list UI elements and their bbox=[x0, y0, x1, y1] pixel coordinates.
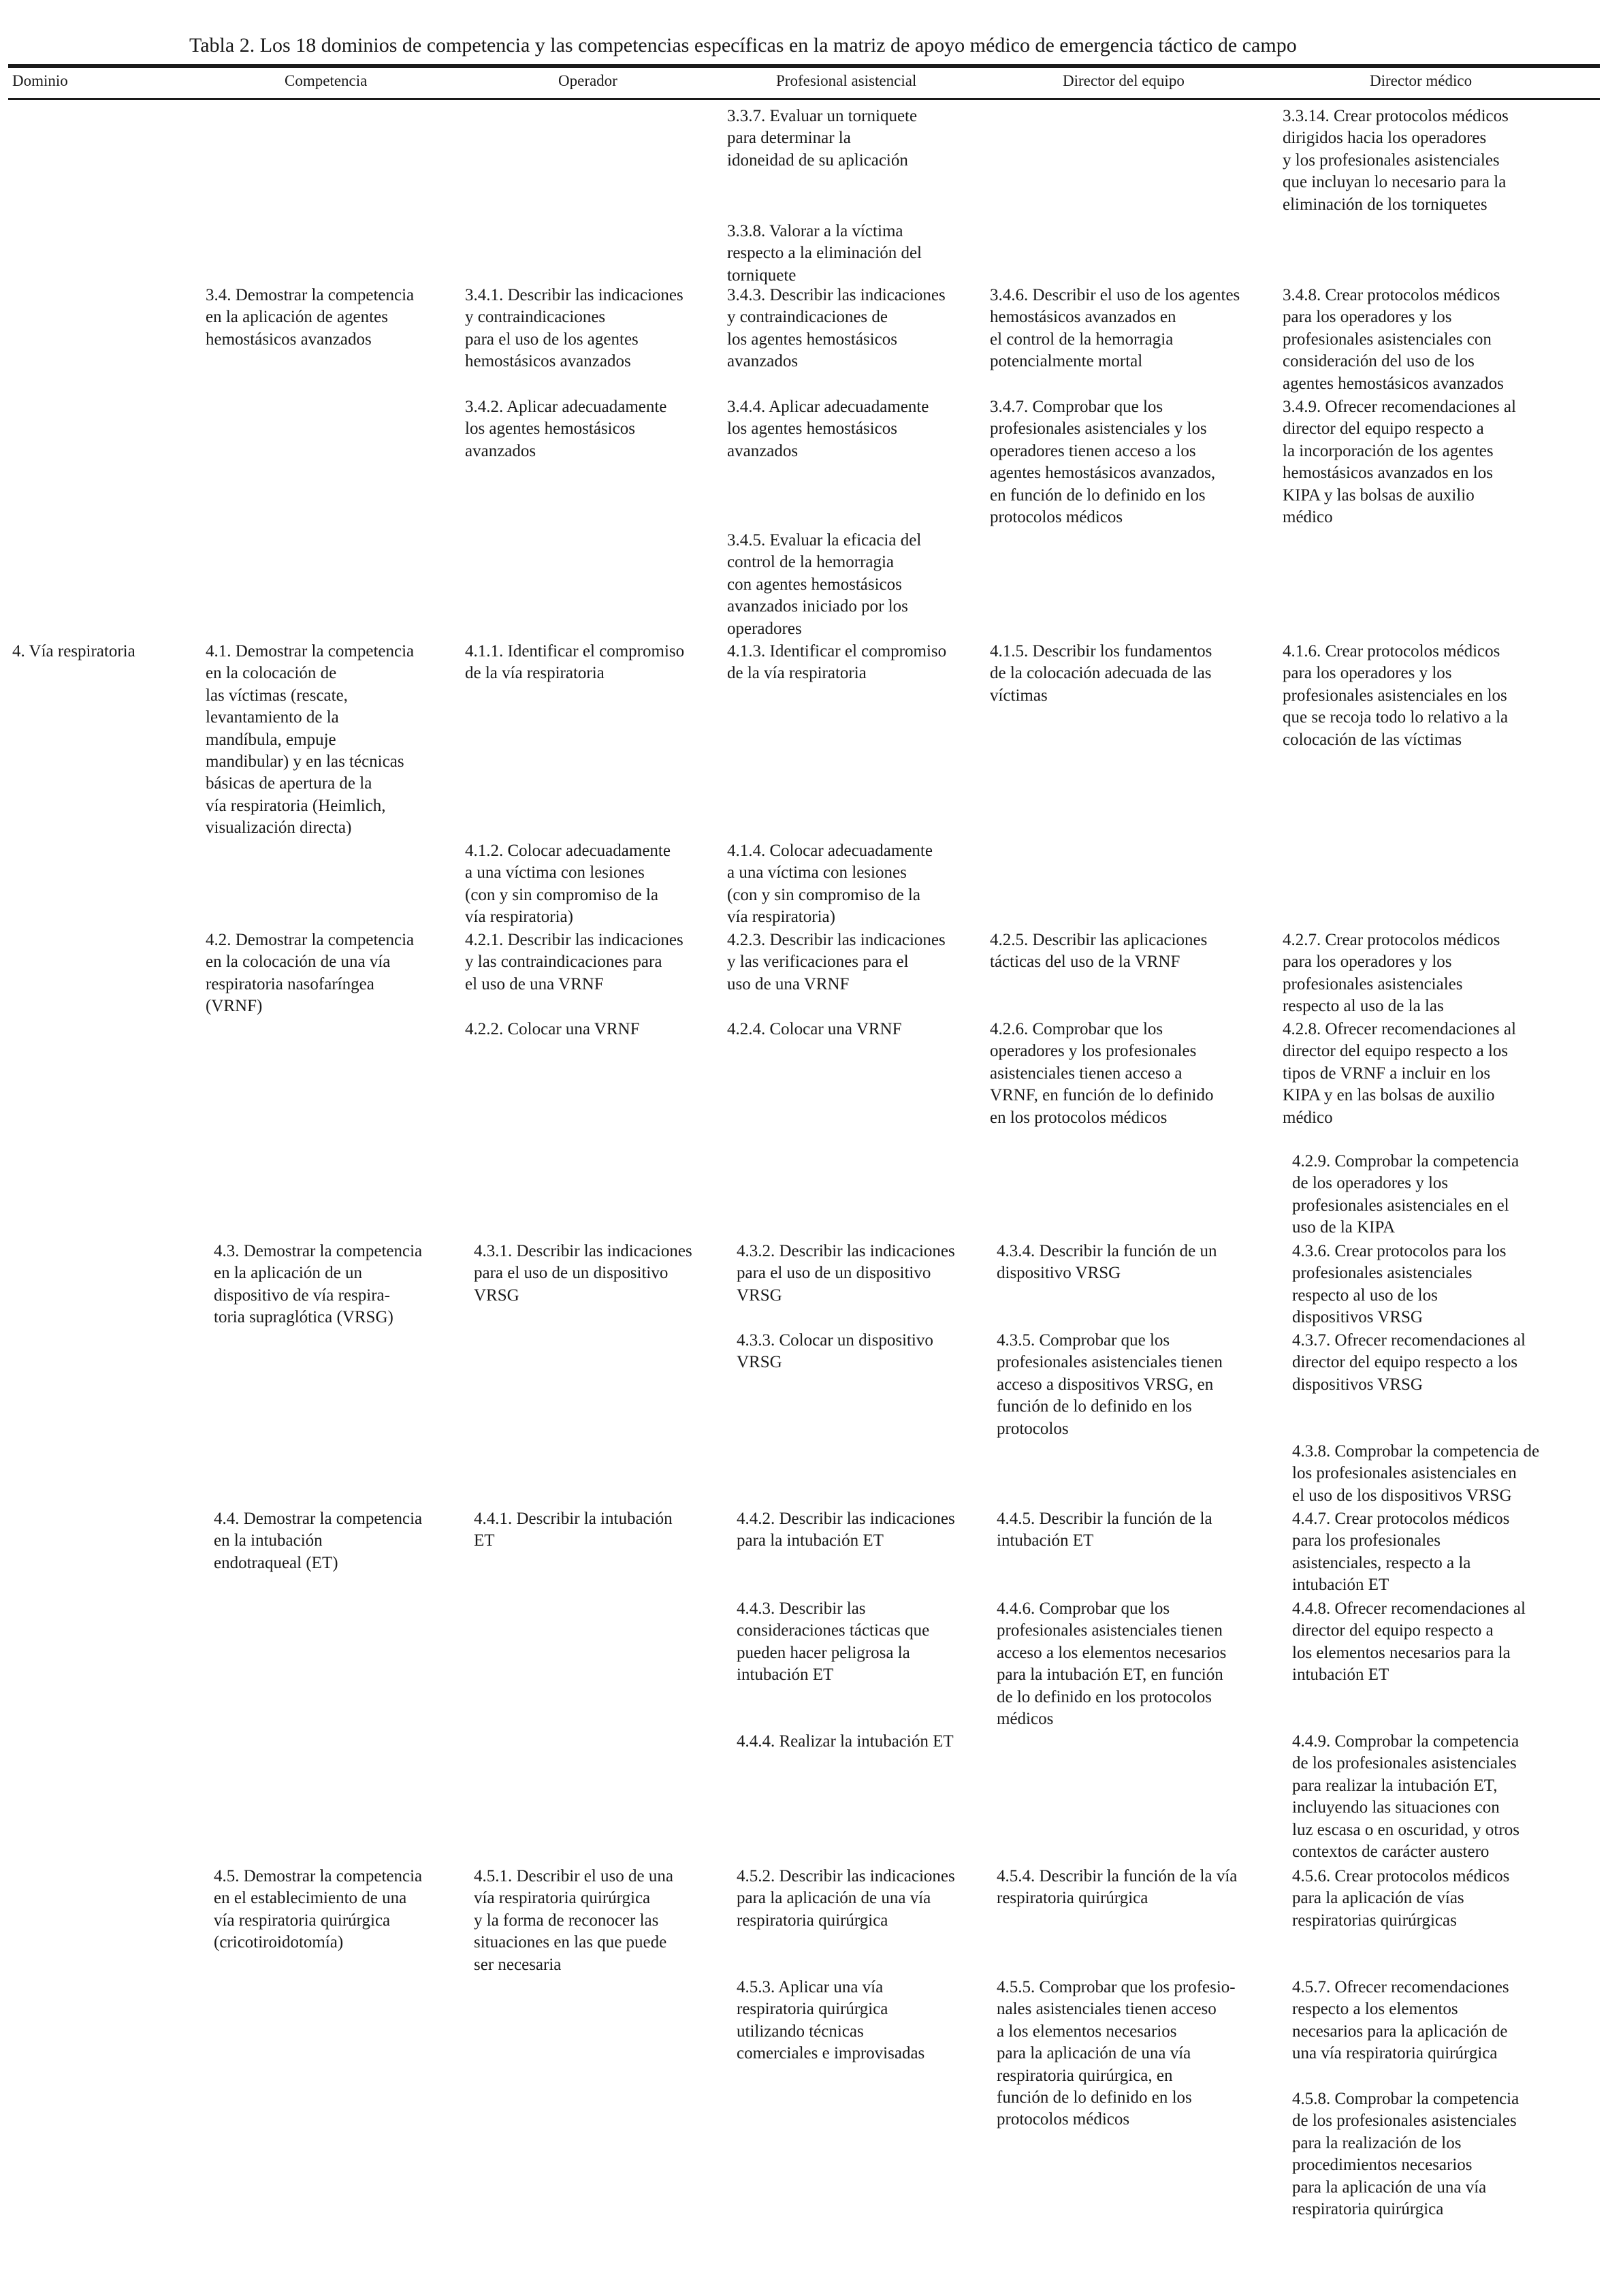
cell-line: para el uso de los agentes bbox=[465, 330, 639, 349]
cell-line: 3.3.7. Evaluar un torniquete bbox=[727, 107, 918, 125]
cell-line: consideración del uso de los bbox=[1283, 352, 1475, 371]
cell-line: una vía respiratoria quirúrgica bbox=[1292, 2044, 1498, 2063]
table-cell-profesional-asistencial-4-2-3 bbox=[727, 929, 1005, 995]
cell-line: dispositivo de vía respira- bbox=[214, 1286, 390, 1305]
cell-line: uso de una VRNF bbox=[727, 974, 850, 993]
cell-line: 4.4.2. Describir las indicaciones bbox=[737, 1510, 955, 1528]
cell-line: avanzados iniciado por los bbox=[727, 597, 908, 616]
table-cell-profesional-asistencial-4-3-2 bbox=[737, 1241, 1014, 1307]
header-director-equipo: Director del equipo bbox=[1063, 72, 1185, 89]
cell-line: 4.2.6. Comprobar que los bbox=[990, 1020, 1163, 1038]
cell-line: ET bbox=[474, 1531, 495, 1550]
cell-line: procedimientos necesarios bbox=[1292, 2156, 1473, 2175]
cell-line: y las verificaciones para el bbox=[727, 953, 909, 972]
table-cell-competencia-4-3 bbox=[214, 1241, 492, 1329]
cell-line: director del equipo respecto a bbox=[1283, 419, 1484, 439]
cell-line: para la aplicación de una vía bbox=[997, 2044, 1191, 2063]
cell-line: control de la hemorragia bbox=[727, 553, 895, 572]
cell-line: dispositivo VRSG bbox=[997, 1264, 1121, 1283]
cell-line: dispositivos VRSG bbox=[1292, 1308, 1423, 1327]
cell-line: profesionales asistenciales en los bbox=[1283, 686, 1507, 705]
cell-line: 4.5.4. Describir la función de la vía bbox=[997, 1867, 1238, 1885]
cell-line: con agentes hemostásicos bbox=[727, 575, 902, 594]
cell-line: de los operadores y los bbox=[1292, 1174, 1449, 1193]
cell-line: avanzados bbox=[727, 352, 799, 371]
cell-line: 4.2.8. Ofrecer recomendaciones al bbox=[1283, 1020, 1516, 1038]
cell-line: 4.2.1. Describir las indicaciones bbox=[465, 931, 684, 949]
table-cell-director-medico-3-4-8 bbox=[1283, 285, 1596, 395]
cell-line: a los elementos necesarios bbox=[997, 2022, 1177, 2041]
cell-line: de la vía respiratoria bbox=[465, 664, 605, 683]
cell-line: 4.5. Demostrar la competencia bbox=[214, 1867, 423, 1885]
cell-line: avanzados bbox=[727, 441, 799, 460]
cell-line: director del equipo respecto a bbox=[1292, 1621, 1494, 1640]
cell-line: la incorporación de los agentes bbox=[1283, 441, 1494, 460]
cell-line: 4.1.3. Identificar el compromiso bbox=[727, 642, 947, 660]
table-cell-director-medico-4-2-7 bbox=[1283, 929, 1596, 1018]
header-top-rule bbox=[8, 64, 1600, 68]
cell-line: director del equipo respecto a los bbox=[1283, 1042, 1509, 1061]
cell-line: en el establecimiento de una bbox=[214, 1889, 407, 1908]
cell-line: profesionales asistenciales con bbox=[1283, 330, 1492, 349]
cell-line: profesionales asistenciales en el bbox=[1292, 1196, 1509, 1215]
cell-line: 4.3.1. Describir las indicaciones bbox=[474, 1242, 692, 1260]
cell-line: 4.2.4. Colocar una VRNF bbox=[727, 1020, 902, 1038]
cell-line: 3.4.6. Describir el uso de los agentes bbox=[990, 286, 1240, 304]
cell-line: vía respiratoria (Heimlich, bbox=[206, 796, 386, 815]
cell-line: 4.4.8. Ofrecer recomendaciones al bbox=[1292, 1599, 1526, 1618]
cell-line: 4.4.3. Describir las bbox=[737, 1599, 866, 1618]
table-cell-director-medico-4-5-6 bbox=[1292, 1866, 1608, 1932]
table-cell-director-medico-4-3-7 bbox=[1292, 1330, 1608, 1396]
cell-line: 4.1.6. Crear protocolos médicos bbox=[1283, 642, 1500, 660]
cell-line: para los operadores y los bbox=[1283, 308, 1452, 327]
cell-line: a una víctima con lesiones bbox=[465, 863, 645, 882]
cell-line: 3.4.9. Ofrecer recomendaciones al bbox=[1283, 398, 1516, 416]
cell-line: y contraindicaciones de bbox=[727, 308, 888, 327]
cell-line: KIPA y en las bolsas de auxilio bbox=[1283, 1086, 1495, 1105]
table-cell-director-medico-4-5-7 bbox=[1292, 1977, 1608, 2065]
cell-line: respiratoria quirúrgica bbox=[1292, 2200, 1444, 2219]
cell-line: 3.4.7. Comprobar que los bbox=[990, 398, 1163, 416]
cell-line: (con y sin compromiso de la bbox=[465, 885, 658, 904]
cell-line: para la aplicación de una vía bbox=[737, 1889, 931, 1908]
cell-line: para los operadores y los bbox=[1283, 664, 1452, 683]
cell-line: potencialmente mortal bbox=[990, 352, 1143, 371]
table-cell-profesional-asistencial-3-3-8 bbox=[727, 221, 1005, 287]
table-cell-director-medico-4-4-9 bbox=[1292, 1731, 1608, 1863]
cell-line: respiratoria quirúrgica bbox=[997, 1889, 1148, 1908]
cell-line: mandibular) y en las técnicas bbox=[206, 752, 404, 771]
table-cell-profesional-asistencial-4-5-3 bbox=[737, 1977, 1014, 2065]
cell-line: 3.4.4. Aplicar adecuadamente bbox=[727, 398, 929, 416]
cell-line: intubación ET bbox=[997, 1531, 1094, 1550]
cell-line: profesionales asistenciales y los bbox=[990, 419, 1207, 439]
cell-line: profesionales asistenciales bbox=[1283, 974, 1463, 993]
cell-line: 4.4. Demostrar la competencia bbox=[214, 1510, 423, 1528]
cell-line: en la colocación de una vía bbox=[206, 953, 391, 972]
table-cell-profesional-asistencial-4-2-4 bbox=[727, 1019, 1005, 1040]
table-cell-profesional-asistencial-4-4-3 bbox=[737, 1598, 1014, 1687]
table-cell-operador-4-2-2 bbox=[465, 1019, 745, 1040]
header-operador: Operador bbox=[558, 72, 617, 89]
cell-line: 4.4.7. Crear protocolos médicos bbox=[1292, 1510, 1510, 1528]
cell-line: VRSG bbox=[474, 1286, 519, 1305]
cell-line: los agentes hemostásicos bbox=[465, 419, 635, 439]
cell-line: y la forma de reconocer las bbox=[474, 1911, 659, 1930]
cell-line: hemostásicos avanzados bbox=[465, 352, 631, 371]
cell-line: VRSG bbox=[737, 1353, 782, 1372]
cell-line: de los profesionales asistenciales bbox=[1292, 2111, 1517, 2131]
table-cell-director-equipo-4-4-6 bbox=[997, 1598, 1303, 1730]
table-cell-competencia-4-1 bbox=[206, 641, 485, 840]
cell-line: que se recoja todo lo relativo a la bbox=[1283, 708, 1509, 727]
cell-line: 4.4.5. Describir la función de la bbox=[997, 1510, 1212, 1528]
table-cell-operador-3-4-2 bbox=[465, 396, 745, 462]
cell-line: las víctimas (rescate, bbox=[206, 686, 348, 705]
cell-line: el uso de los dispositivos VRSG bbox=[1292, 1486, 1512, 1505]
cell-line: 4.3.3. Colocar un dispositivo bbox=[737, 1331, 933, 1350]
cell-line: profesionales asistenciales tienen bbox=[997, 1353, 1223, 1372]
cell-line: para realizar la intubación ET, bbox=[1292, 1776, 1498, 1795]
cell-line: intubación ET bbox=[737, 1665, 834, 1685]
table-cell-director-medico-4-2-8 bbox=[1283, 1019, 1596, 1129]
cell-line: 4.2.3. Describir las indicaciones bbox=[727, 931, 946, 949]
cell-line: 4.1.1. Identificar el compromiso bbox=[465, 642, 685, 660]
table-cell-director-equipo-4-2-6 bbox=[990, 1019, 1299, 1129]
cell-line: y las contraindicaciones para bbox=[465, 953, 662, 972]
cell-line: 4.2.9. Comprobar la competencia bbox=[1292, 1152, 1519, 1170]
table-cell-profesional-asistencial-3-4-3 bbox=[727, 285, 1005, 373]
cell-line: de la colocación adecuada de las bbox=[990, 664, 1212, 683]
cell-line: de los profesionales asistenciales bbox=[1292, 1754, 1517, 1773]
cell-line: eliminación de los torniquetes bbox=[1283, 195, 1488, 214]
cell-line: dirigidos hacia los operadores bbox=[1283, 129, 1487, 148]
table-cell-director-medico-4-5-8 bbox=[1292, 2088, 1608, 2220]
table-cell-profesional-asistencial-4-4-4 bbox=[737, 1731, 1029, 1753]
cell-line: 4.2. Demostrar la competencia bbox=[206, 931, 415, 949]
cell-line: 4. Vía respiratoria bbox=[12, 642, 135, 660]
cell-line: hemostásicos avanzados bbox=[206, 330, 372, 349]
cell-line: vía respiratoria) bbox=[727, 908, 835, 927]
cell-line: 4.1.2. Colocar adecuadamente bbox=[465, 842, 671, 860]
cell-line: 3.4.1. Describir las indicaciones bbox=[465, 286, 684, 304]
cell-line: 4.5.1. Describir el uso de una bbox=[474, 1867, 673, 1885]
cell-line: el uso de una VRNF bbox=[465, 974, 604, 993]
cell-line: médico bbox=[1283, 1108, 1333, 1127]
table-cell-director-medico-4-3-6 bbox=[1292, 1241, 1608, 1329]
cell-line: respecto al uso de los bbox=[1292, 1286, 1438, 1305]
cell-line: 4.4.9. Comprobar la competencia bbox=[1292, 1732, 1519, 1751]
cell-line: acceso a los elementos necesarios bbox=[997, 1643, 1227, 1662]
cell-line: VRNF, en función de lo definido bbox=[990, 1086, 1214, 1105]
table-cell-operador-4-2-1 bbox=[465, 929, 745, 995]
cell-line: nales asistenciales tienen acceso bbox=[997, 2000, 1217, 2019]
cell-line: de la vía respiratoria bbox=[727, 664, 867, 683]
cell-line: el control de la hemorragia bbox=[990, 330, 1174, 349]
table-cell-director-equipo-4-4-5 bbox=[997, 1508, 1303, 1552]
cell-line: utilizando técnicas bbox=[737, 2022, 864, 2041]
cell-line: los agentes hemostásicos bbox=[727, 330, 897, 349]
cell-line: 4.1. Demostrar la competencia bbox=[206, 642, 415, 660]
cell-line: agentes hemostásicos avanzados, bbox=[990, 464, 1216, 483]
table-cell-director-medico-3-3-14 bbox=[1283, 106, 1596, 216]
cell-line: médicos bbox=[997, 1710, 1054, 1729]
table-cell-operador-4-3-1 bbox=[474, 1241, 754, 1307]
cell-line: vía respiratoria) bbox=[465, 908, 573, 927]
table-cell-competencia-4-5 bbox=[214, 1866, 492, 1954]
cell-line: agentes hemostásicos avanzados bbox=[1283, 374, 1504, 393]
cell-line: situaciones en las que puede bbox=[474, 1933, 667, 1952]
cell-line: protocolos bbox=[997, 1419, 1069, 1438]
cell-line: 4.3. Demostrar la competencia bbox=[214, 1242, 423, 1260]
table-cell-dominio-4 bbox=[12, 641, 216, 663]
cell-line: uso de la KIPA bbox=[1292, 1218, 1396, 1237]
cell-line: respiratoria nasofaríngea bbox=[206, 974, 374, 993]
cell-line: asistenciales, respecto a la bbox=[1292, 1553, 1471, 1572]
cell-line: básicas de apertura de la bbox=[206, 774, 372, 793]
table-cell-profesional-asistencial-4-4-2 bbox=[737, 1508, 1014, 1552]
cell-line: para el uso de un dispositivo bbox=[474, 1264, 669, 1283]
cell-line: 4.3.2. Describir las indicaciones bbox=[737, 1242, 955, 1260]
cell-line: toria supraglótica (VRSG) bbox=[214, 1308, 393, 1327]
cell-line: levantamiento de la bbox=[206, 708, 339, 727]
cell-line: respiratorias quirúrgicas bbox=[1292, 1911, 1457, 1930]
table-cell-director-equipo-4-3-4 bbox=[997, 1241, 1303, 1285]
cell-line: a una víctima con lesiones bbox=[727, 863, 907, 882]
cell-line: 4.5.2. Describir las indicaciones bbox=[737, 1867, 955, 1885]
cell-line: protocolos médicos bbox=[997, 2110, 1130, 2129]
cell-line: endotraqueal (ET) bbox=[214, 1553, 338, 1572]
cell-line: 4.5.6. Crear protocolos médicos bbox=[1292, 1867, 1510, 1885]
cell-line: que incluyan lo necesario para la bbox=[1283, 173, 1507, 192]
cell-line: 4.1.5. Describir los fundamentos bbox=[990, 642, 1212, 660]
table-cell-operador-4-1-2 bbox=[465, 840, 745, 929]
cell-line: vía respiratoria quirúrgica bbox=[474, 1889, 651, 1908]
cell-line: 4.2.7. Crear protocolos médicos bbox=[1283, 931, 1500, 949]
cell-line: 4.5.5. Comprobar que los profesio- bbox=[997, 1978, 1236, 1996]
table-cell-profesional-asistencial-4-1-4 bbox=[727, 840, 1005, 929]
cell-line: vía respiratoria quirúrgica bbox=[214, 1911, 391, 1930]
cell-line: mandíbula, empuje bbox=[206, 730, 336, 749]
cell-line: comerciales e improvisadas bbox=[737, 2044, 925, 2063]
cell-line: necesarios para la aplicación de bbox=[1292, 2022, 1508, 2041]
cell-line: para la intubación ET, en función bbox=[997, 1665, 1223, 1685]
cell-line: 4.1.4. Colocar adecuadamente bbox=[727, 842, 933, 860]
cell-line: en la intubación bbox=[214, 1531, 323, 1550]
table-cell-director-equipo-4-5-5 bbox=[997, 1977, 1303, 2131]
cell-line: dispositivos VRSG bbox=[1292, 1375, 1423, 1394]
cell-line: 4.4.4. Realizar la intubación ET bbox=[737, 1732, 954, 1751]
cell-line: en los protocolos médicos bbox=[990, 1108, 1168, 1127]
cell-line: función de lo definido en los bbox=[997, 2088, 1192, 2107]
cell-line: luz escasa o en oscuridad, y otros bbox=[1292, 1820, 1519, 1839]
cell-line: tipos de VRNF a incluir en los bbox=[1283, 1064, 1491, 1083]
cell-line: ser necesaria bbox=[474, 1955, 562, 1974]
cell-line: en la colocación de bbox=[206, 664, 337, 683]
cell-line: colocación de las víctimas bbox=[1283, 730, 1462, 749]
cell-line: tácticas del uso de la VRNF bbox=[990, 953, 1180, 972]
table-cell-operador-4-4-1 bbox=[474, 1508, 754, 1552]
cell-line: para el uso de un dispositivo bbox=[737, 1264, 931, 1283]
cell-line: 4.4.1. Describir la intubación bbox=[474, 1510, 673, 1528]
cell-line: operadores y los profesionales bbox=[990, 1042, 1197, 1061]
table-cell-director-medico-4-1-6 bbox=[1283, 641, 1596, 751]
cell-line: hemostásicos avanzados en los bbox=[1283, 464, 1493, 483]
cell-line: director del equipo respecto a los bbox=[1292, 1353, 1518, 1372]
table-cell-operador-4-5-1 bbox=[474, 1866, 754, 1976]
cell-line: los profesionales asistenciales en bbox=[1292, 1464, 1517, 1483]
cell-line: 4.3.7. Ofrecer recomendaciones al bbox=[1292, 1331, 1526, 1350]
cell-line: respecto al uso de la las bbox=[1283, 997, 1444, 1016]
cell-line: respecto a la eliminación del bbox=[727, 244, 922, 263]
cell-line: (VRNF) bbox=[206, 997, 263, 1016]
cell-line: 4.3.4. Describir la función de un bbox=[997, 1242, 1217, 1260]
cell-line: para la realización de los bbox=[1292, 2133, 1462, 2152]
cell-line: los elementos necesarios para la bbox=[1292, 1643, 1511, 1662]
table-cell-competencia-3-4 bbox=[206, 285, 485, 351]
cell-line: avanzados bbox=[465, 441, 536, 460]
table-cell-director-equipo-4-5-4 bbox=[997, 1866, 1303, 1910]
table-cell-director-equipo-3-4-7 bbox=[990, 396, 1299, 528]
table-cell-director-equipo-4-2-5 bbox=[990, 929, 1299, 974]
table-cell-director-medico-4-4-7 bbox=[1292, 1508, 1608, 1597]
cell-line: 4.3.6. Crear protocolos para los bbox=[1292, 1242, 1507, 1260]
cell-line: VRSG bbox=[737, 1286, 782, 1305]
cell-line: operadores tienen acceso a los bbox=[990, 441, 1196, 460]
cell-line: profesionales asistenciales bbox=[1292, 1264, 1473, 1283]
cell-line: y contraindicaciones bbox=[465, 308, 606, 327]
table-cell-profesional-asistencial-4-3-3 bbox=[737, 1330, 1014, 1374]
cell-line: contextos de carácter austero bbox=[1292, 1843, 1490, 1862]
cell-line: (con y sin compromiso de la bbox=[727, 885, 920, 904]
cell-line: para los profesionales bbox=[1292, 1531, 1441, 1550]
cell-line: función de lo definido en los bbox=[997, 1397, 1192, 1416]
cell-line: 4.2.2. Colocar una VRNF bbox=[465, 1020, 640, 1038]
cell-line: 4.3.5. Comprobar que los bbox=[997, 1331, 1170, 1350]
table-cell-operador-3-4-1 bbox=[465, 285, 745, 373]
table-cell-competencia-4-4 bbox=[214, 1508, 492, 1574]
table-cell-director-equipo-3-4-6 bbox=[990, 285, 1299, 373]
cell-line: 4.5.3. Aplicar una vía bbox=[737, 1978, 884, 1996]
cell-line: para la intubación ET bbox=[737, 1531, 884, 1550]
header-bottom-rule bbox=[8, 98, 1600, 100]
cell-line: asistenciales tienen acceso a bbox=[990, 1064, 1183, 1083]
table-cell-director-equipo-4-1-5 bbox=[990, 641, 1299, 707]
cell-line: KIPA y las bolsas de auxilio bbox=[1283, 485, 1475, 505]
cell-line: en función de lo definido en los bbox=[990, 485, 1206, 505]
cell-line: 4.5.8. Comprobar la competencia bbox=[1292, 2090, 1519, 2108]
table-cell-profesional-asistencial-3-3-7 bbox=[727, 106, 1005, 172]
cell-line: para la aplicación de vías bbox=[1292, 1889, 1464, 1908]
cell-line: 3.3.8. Valorar a la víctima bbox=[727, 222, 903, 240]
table-cell-operador-4-1-1 bbox=[465, 641, 745, 685]
cell-line: para los operadores y los bbox=[1283, 953, 1452, 972]
cell-line: intubación ET bbox=[1292, 1665, 1389, 1685]
cell-line: 3.4.2. Aplicar adecuadamente bbox=[465, 398, 667, 416]
cell-line: consideraciones tácticas que bbox=[737, 1621, 930, 1640]
cell-line: respecto a los elementos bbox=[1292, 2000, 1458, 2019]
table-cell-director-medico-4-3-8 bbox=[1292, 1441, 1608, 1507]
cell-line: 4.2.5. Describir las aplicaciones bbox=[990, 931, 1208, 949]
cell-line: médico bbox=[1283, 508, 1333, 527]
table-cell-profesional-asistencial-4-5-2 bbox=[737, 1866, 1014, 1932]
cell-line: los agentes hemostásicos bbox=[727, 419, 897, 439]
cell-line: respiratoria quirúrgica, en bbox=[997, 2066, 1173, 2085]
cell-line: operadores bbox=[727, 619, 802, 638]
cell-line: en la aplicación de agentes bbox=[206, 308, 388, 327]
cell-line: respiratoria quirúrgica bbox=[737, 1911, 888, 1930]
table-cell-competencia-4-2 bbox=[206, 929, 485, 1018]
cell-line: intubación ET bbox=[1292, 1576, 1389, 1595]
cell-line: profesionales asistenciales tienen bbox=[997, 1621, 1223, 1640]
cell-line: y los profesionales asistenciales bbox=[1283, 150, 1500, 170]
cell-line: 3.3.14. Crear protocolos médicos bbox=[1283, 107, 1509, 125]
cell-line: en la aplicación de un bbox=[214, 1264, 362, 1283]
cell-line: para la aplicación de una vía bbox=[1292, 2178, 1487, 2197]
cell-line: protocolos médicos bbox=[990, 508, 1123, 527]
table-caption: Tabla 2. Los 18 dominios de competencia y las competencias específicas en la matriz de apoyo médico de emergencia táctico de campo bbox=[189, 34, 1297, 57]
table-cell-director-medico-4-4-8 bbox=[1292, 1598, 1608, 1687]
table-cell-director-medico-4-2-9 bbox=[1292, 1151, 1608, 1239]
cell-line: idoneidad de su aplicación bbox=[727, 150, 908, 170]
header-dominio: Dominio bbox=[12, 72, 68, 89]
table-cell-profesional-asistencial-4-1-3 bbox=[727, 641, 1005, 685]
cell-line: acceso a dispositivos VRSG, en bbox=[997, 1375, 1214, 1394]
cell-line: torniquete bbox=[727, 266, 797, 285]
cell-line: para determinar la bbox=[727, 129, 851, 148]
table-cell-director-equipo-4-3-5 bbox=[997, 1330, 1303, 1440]
cell-line: de lo definido en los protocolos bbox=[997, 1687, 1212, 1706]
header-competencia: Competencia bbox=[285, 72, 368, 89]
cell-line: 4.3.8. Comprobar la competencia de bbox=[1292, 1442, 1540, 1461]
cell-line: hemostásicos avanzados en bbox=[990, 308, 1176, 327]
table-cell-profesional-asistencial-3-4-4 bbox=[727, 396, 1005, 462]
header-profesional-asistencial: Profesional asistencial bbox=[776, 72, 917, 89]
table-cell-profesional-asistencial-3-4-5 bbox=[727, 530, 1005, 640]
cell-line: pueden hacer peligrosa la bbox=[737, 1643, 910, 1662]
cell-line: incluyendo las situaciones con bbox=[1292, 1798, 1500, 1817]
cell-line: 3.4.5. Evaluar la eficacia del bbox=[727, 531, 922, 549]
cell-line: 3.4. Demostrar la competencia bbox=[206, 286, 415, 304]
cell-line: respiratoria quirúrgica bbox=[737, 2000, 888, 2019]
cell-line: 3.4.3. Describir las indicaciones bbox=[727, 286, 946, 304]
cell-line: 4.4.6. Comprobar que los bbox=[997, 1599, 1170, 1618]
header-director-medico: Director médico bbox=[1370, 72, 1473, 89]
cell-line: 3.4.8. Crear protocolos médicos bbox=[1283, 286, 1500, 304]
cell-line: visualización directa) bbox=[206, 818, 352, 838]
cell-line: (cricotiroidotomía) bbox=[214, 1933, 344, 1952]
table-cell-director-medico-3-4-9 bbox=[1283, 396, 1596, 528]
cell-line: víctimas bbox=[990, 686, 1048, 705]
cell-line: 4.5.7. Ofrecer recomendaciones bbox=[1292, 1978, 1509, 1996]
